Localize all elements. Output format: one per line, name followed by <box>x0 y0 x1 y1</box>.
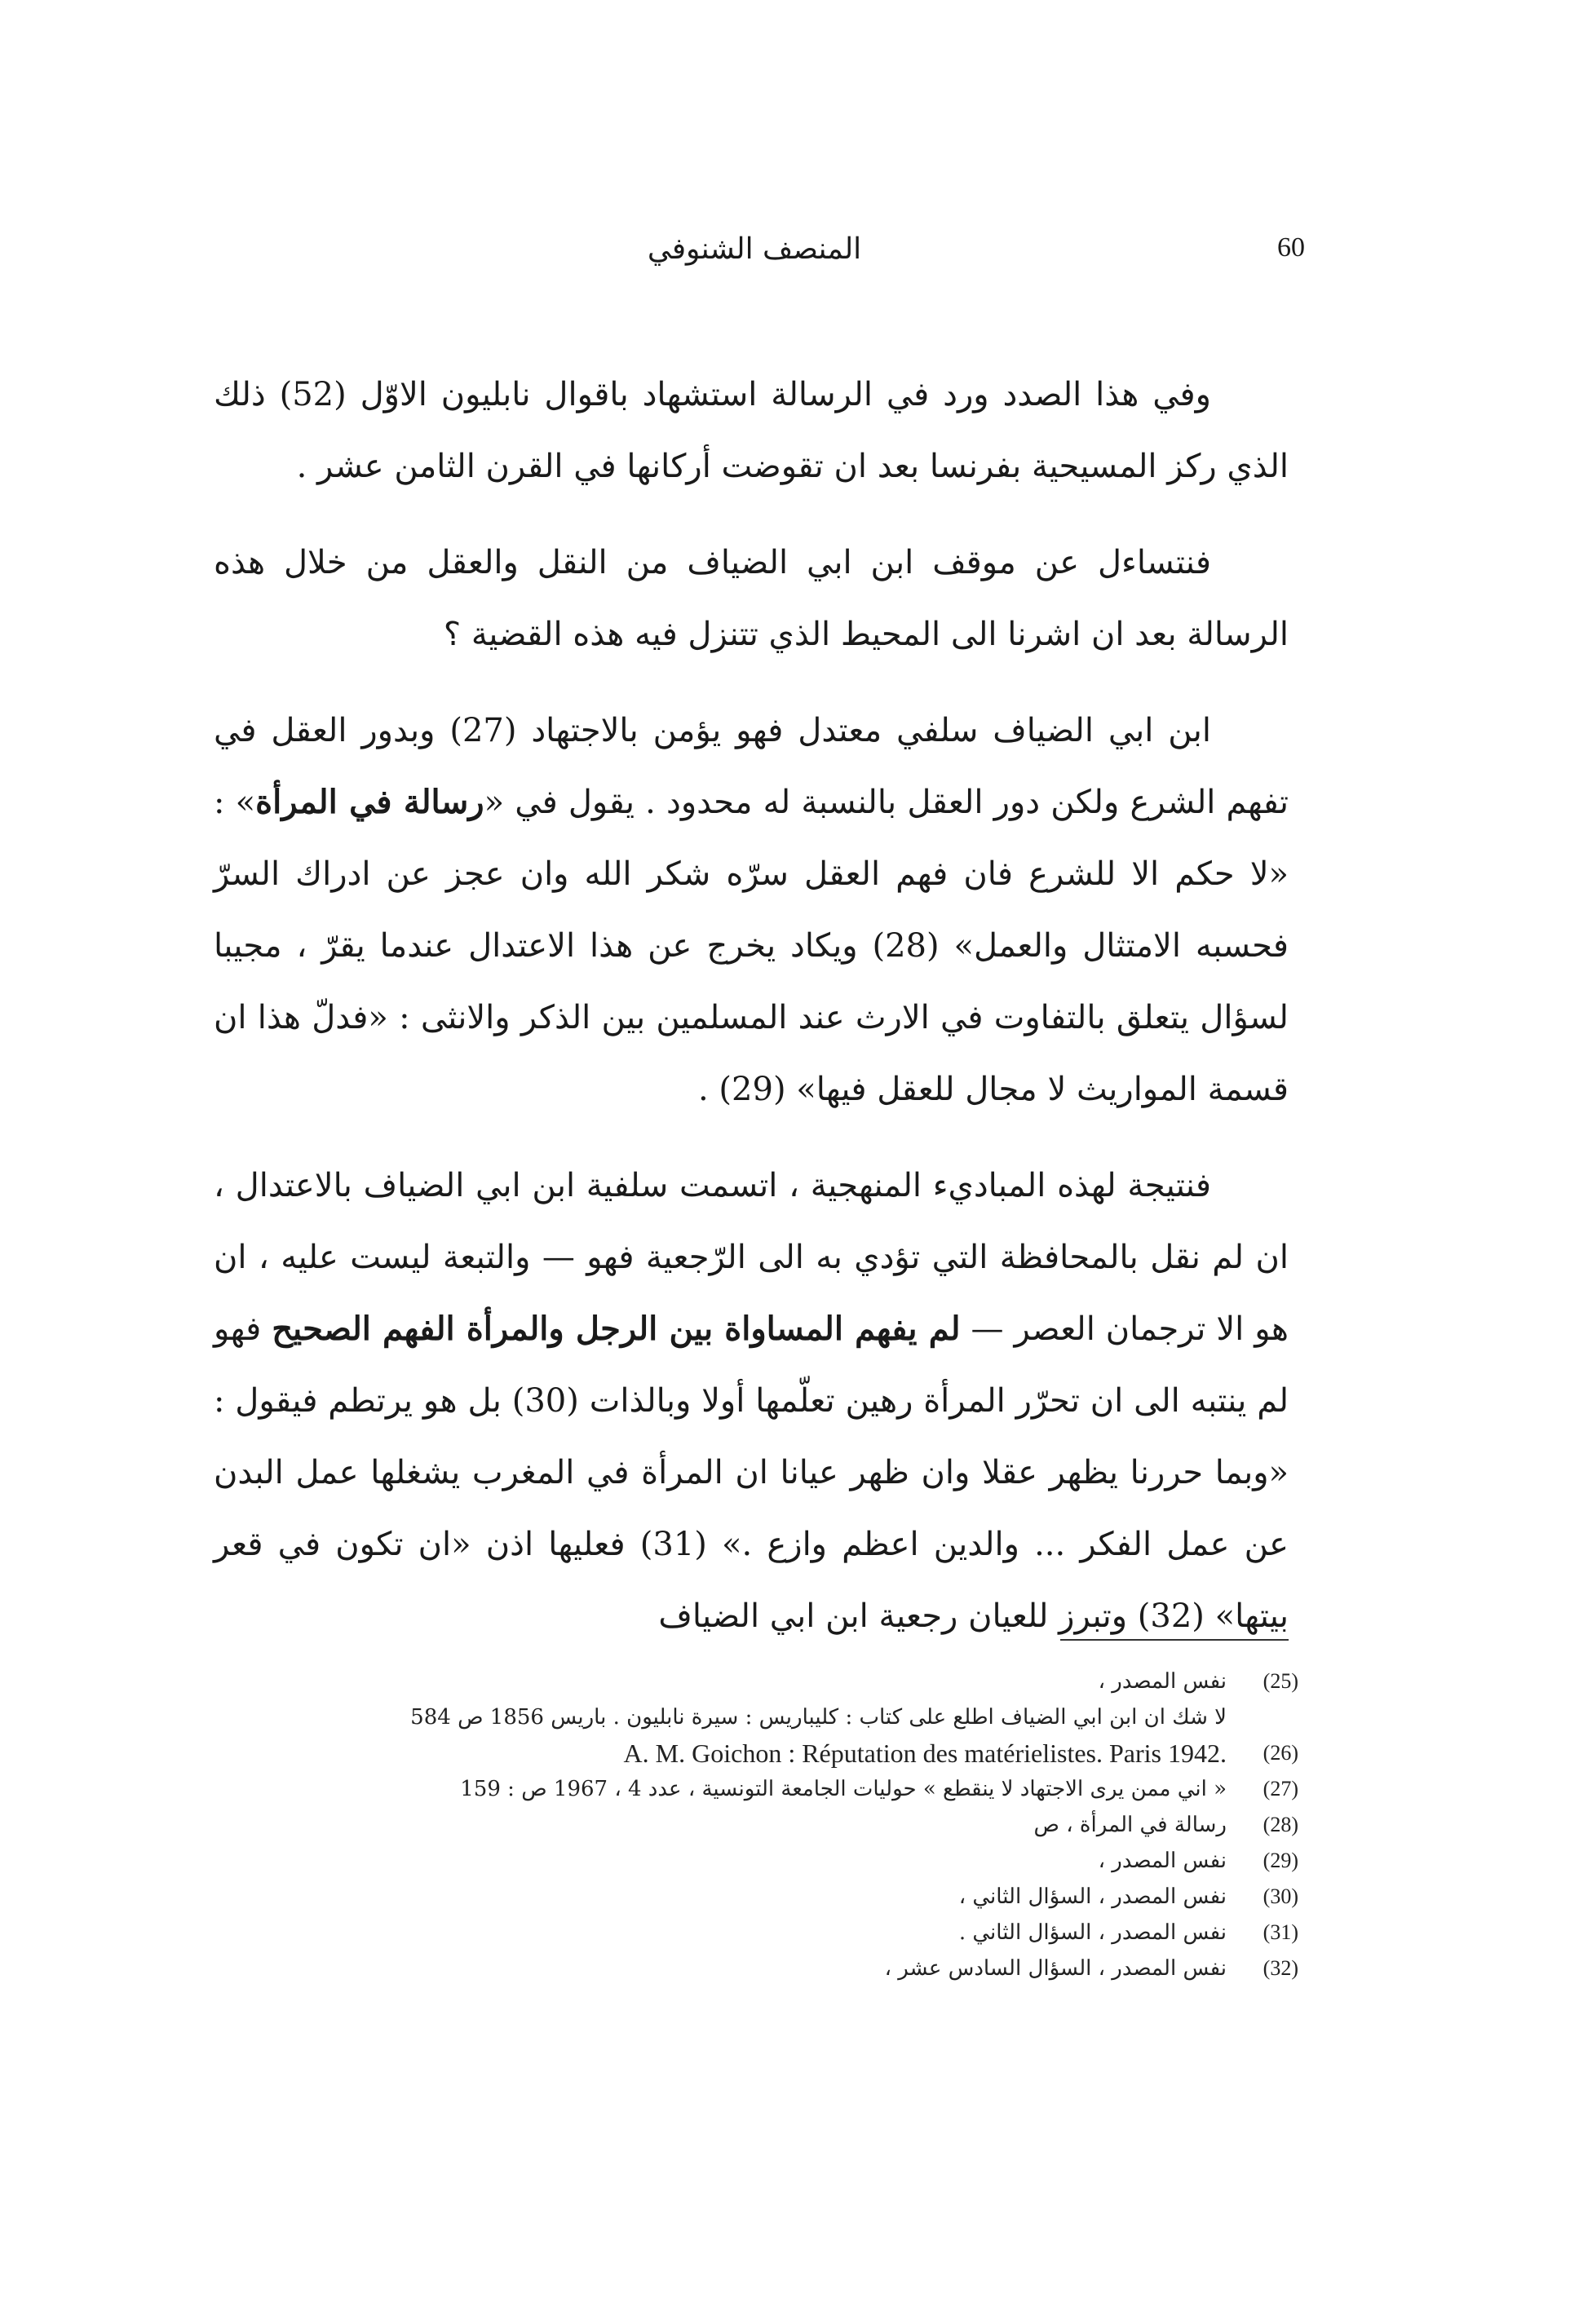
footnote <box>214 1951 1298 1986</box>
paragraph <box>214 1150 1289 1652</box>
footnote <box>214 1807 1298 1843</box>
footnote-text: « اني ممن يرى الاجتهاد لا ينقطع » حوليات الجامعة التونسية ، عدد 4 ، 1967 ص : 159 <box>460 1777 1227 1801</box>
footnote <box>214 1663 1298 1699</box>
text-segment: فنتيجة لهذه المباديء المنهجية ، اتسمت سلفية ابن ابي الضياف بالاعتدال ، ان لم نقل بالمحافظة التي تؤدي به الى الرّجعية فهو — والتبعة ليست عليه ، ان هو الا ترجمان العصر — <box>214 1167 1289 1348</box>
footnote-text: نفس المصدر ، السؤال السادس عشر ، <box>884 1956 1227 1981</box>
footnote <box>214 1735 1298 1771</box>
footnote-number: (30) <box>1263 1884 1298 1908</box>
footnote-separator <box>1060 1639 1289 1641</box>
footnote-text: نفس المصدر ، <box>1098 1849 1227 1873</box>
text-segment: فنتساءل عن موقف ابن ابي الضياف من النقل والعقل من خلال هذه الرسالة بعد ان اشرنا الى المحيط الذي تتنزل فيه هذه القضية ؟ <box>214 544 1289 653</box>
footnote-text: نفس المصدر ، السؤال الثاني . <box>958 1920 1227 1945</box>
bold-emphasis: لم يفهم المساواة بين الرجل والمرأة الفهم الصحيح <box>272 1310 961 1348</box>
paragraph <box>214 359 1289 502</box>
footnote <box>214 1771 1298 1807</box>
footnote <box>214 1915 1298 1951</box>
paragraph <box>214 527 1289 670</box>
text-segment: فهو لم ينتبه الى ان تحرّر المرأة رهين تعلّمها أولا وبالذات (30) بل هو يرتطم فيقول : «وبما حررنا يظهر عقلا وان ظهر عيانا ان المرأة في المغرب يشغلها عمل البدن عن عمل الفكر ... والدين اعظم وازع .» (31) فعليها اذن «ان تكون في قعر بيتها» (32) وتبرز للعيان رجعية ابن ابي الضياف <box>214 1310 1289 1635</box>
running-title: المنصف الشنوفي <box>647 232 862 266</box>
text-segment: » : «لا حكم الا للشرع فان فهم العقل سرّه شكر الله وان عجز عن ادراك السرّ فحسبه الامتثال والعمل» (28) ويكاد يخرج عن هذا الاعتدال عندما يقرّ ، مجيبا لسؤال يتعلق بالتفاوت في الارث عند المسلمين بين الذكر والانثى : «فدلّ هذا ان قسمة المواريث لا مجال للعقل فيها» (29) . <box>214 784 1289 1108</box>
footnote-number: (27) <box>1263 1777 1298 1800</box>
footnote <box>214 1879 1298 1915</box>
footnote <box>214 1843 1298 1879</box>
footnote-number: (31) <box>1263 1920 1298 1944</box>
footnotes <box>214 1663 1298 1986</box>
footnote-text-latin: A. M. Goichon : Réputation des matérielistes. Paris 1942. <box>623 1739 1227 1768</box>
footnote-text: نفس المصدر ، السؤال الثاني ، <box>958 1884 1227 1909</box>
text-segment: وفي هذا الصدد ورد في الرسالة استشهاد باقوال نابليون الاوّل (52) ذلك الذي ركز المسيحية بفرنسا بعد ان تقوضت أركانها في القرن الثامن عشر . <box>214 376 1289 485</box>
footnote-text: لا شك ان ابن ابي الضياف اطلع على كتاب : كليباريس : سيرة نابليون . باريس 1856 ص 584 <box>410 1705 1227 1730</box>
footnote <box>214 1699 1298 1735</box>
page-header <box>204 232 1305 281</box>
footnote-number: (26) <box>1263 1741 1298 1765</box>
body-text <box>214 359 1289 1677</box>
footnote-text: نفس المصدر ، <box>1098 1669 1227 1694</box>
footnote-number: (32) <box>1263 1956 1298 1980</box>
footnote-text: رسالة في المرأة ، ص <box>1033 1813 1227 1837</box>
page-number: 60 <box>1277 232 1305 263</box>
footnote-number: (29) <box>1263 1849 1298 1872</box>
footnote-number: (28) <box>1263 1813 1298 1836</box>
paragraph <box>214 695 1289 1125</box>
text-segment: ابن ابي الضياف سلفي معتدل فهو يؤمن بالاجتهاد (27) وبدور العقل في تفهم الشرع ولكن دور العقل بالنسبة له محدود . يقول في « <box>214 712 1289 821</box>
bold-title: رسالة في المرأة <box>255 783 484 821</box>
footnote-number: (25) <box>1263 1669 1298 1693</box>
